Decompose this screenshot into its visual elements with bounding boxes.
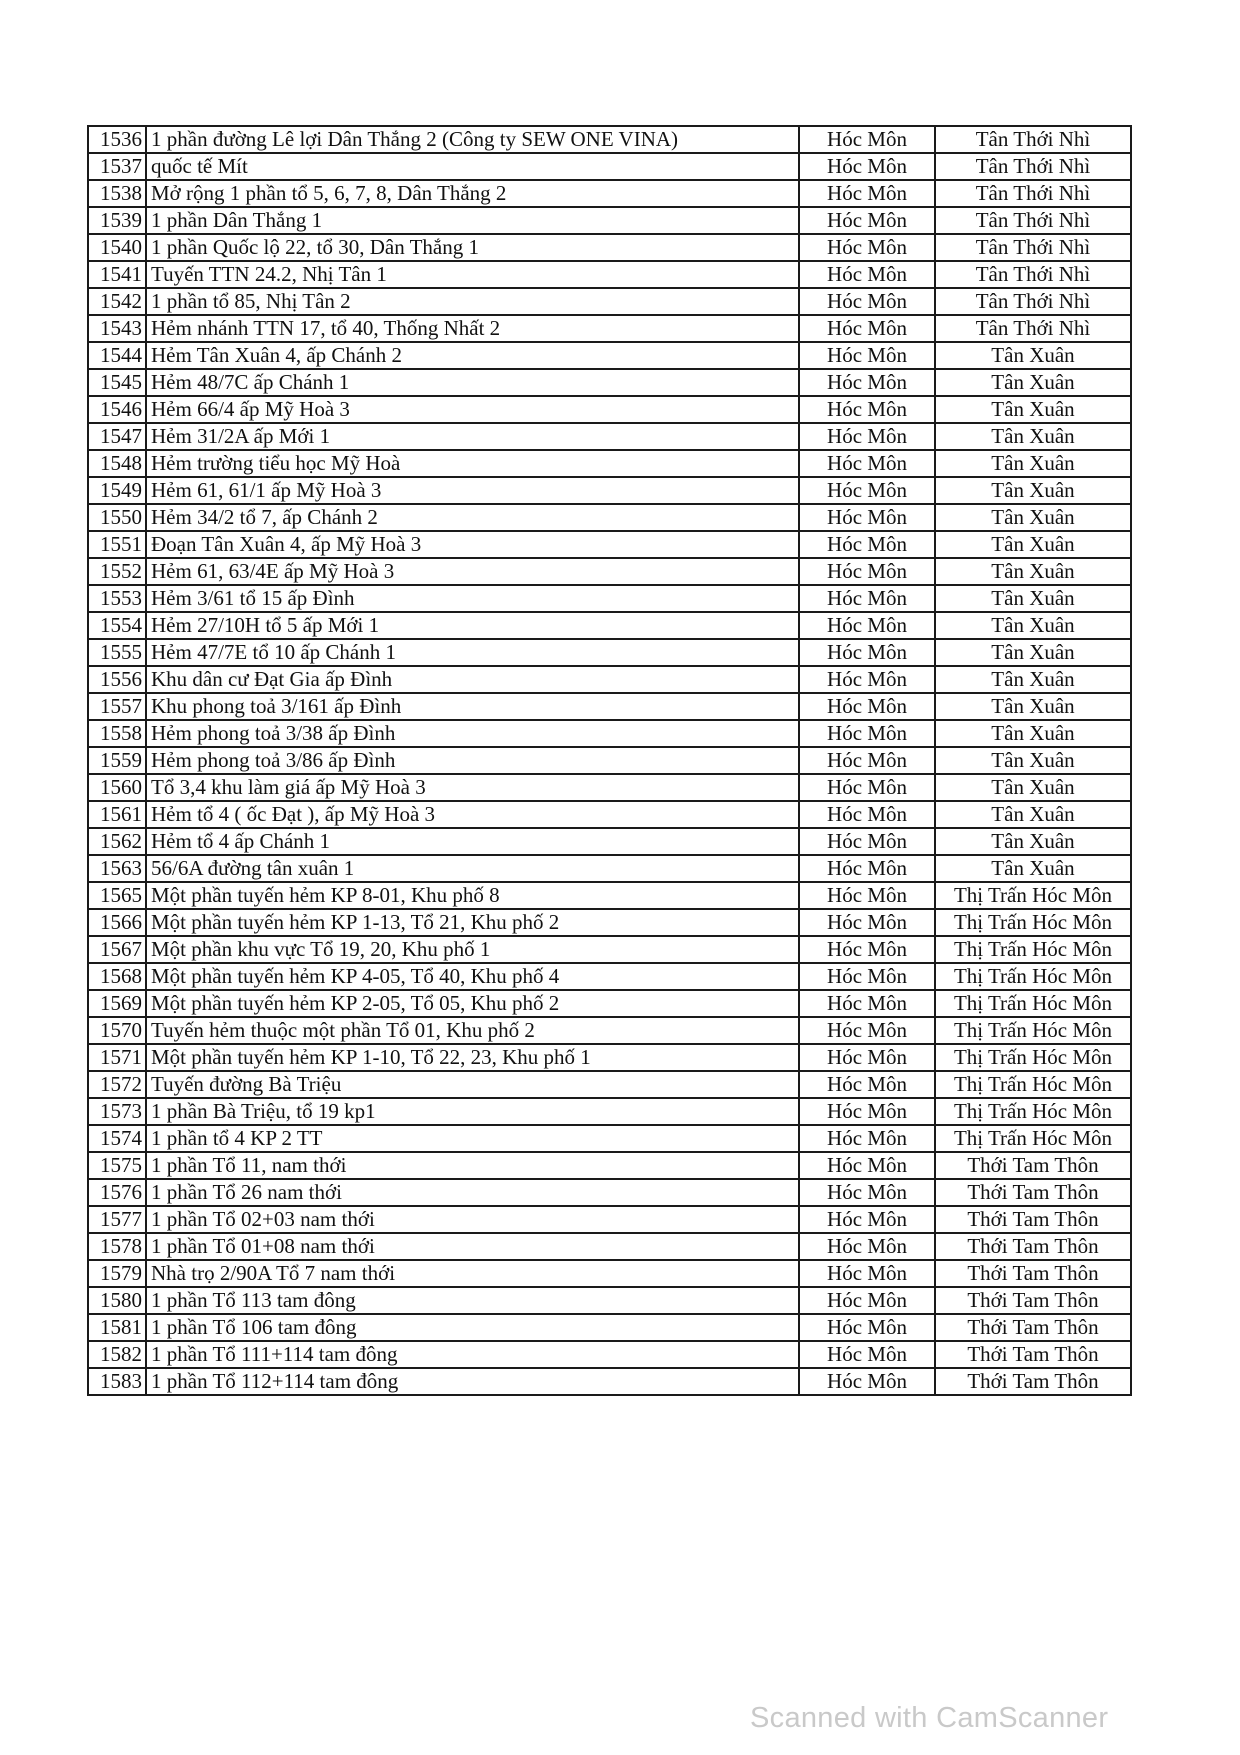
table-row	[88, 1098, 1131, 1125]
row-number-cell: 1575	[88, 1152, 146, 1179]
table-row	[88, 1233, 1131, 1260]
district-cell: Hóc Môn	[799, 1098, 935, 1125]
ward-cell: Thị Trấn Hóc Môn	[935, 936, 1131, 963]
district-cell: Hóc Môn	[799, 1260, 935, 1287]
table-row	[88, 315, 1131, 342]
ward-cell: Tân Thới Nhì	[935, 207, 1131, 234]
row-number-cell: 1550	[88, 504, 146, 531]
area-name-cell: Đoạn Tân Xuân 4, ấp Mỹ Hoà 3	[146, 531, 799, 558]
ward-cell: Thới Tam Thôn	[935, 1341, 1131, 1368]
ward-cell: Thới Tam Thôn	[935, 1179, 1131, 1206]
table-row	[88, 963, 1131, 990]
row-number-cell: 1539	[88, 207, 146, 234]
ward-cell: Thị Trấn Hóc Môn	[935, 909, 1131, 936]
area-name-cell: Hẻm 66/4 ấp Mỹ Hoà 3	[146, 396, 799, 423]
table-row	[88, 909, 1131, 936]
district-cell: Hóc Môn	[799, 639, 935, 666]
row-number-cell: 1581	[88, 1314, 146, 1341]
district-cell: Hóc Môn	[799, 1233, 935, 1260]
row-number-cell: 1583	[88, 1368, 146, 1395]
district-cell: Hóc Môn	[799, 882, 935, 909]
lockdown-area-table	[87, 125, 1132, 1396]
district-cell: Hóc Môn	[799, 396, 935, 423]
ward-cell: Tân Xuân	[935, 558, 1131, 585]
district-cell: Hóc Môn	[799, 909, 935, 936]
table-row	[88, 747, 1131, 774]
ward-cell: Thị Trấn Hóc Môn	[935, 1098, 1131, 1125]
ward-cell: Tân Xuân	[935, 747, 1131, 774]
scanner-watermark: Scanned with CamScanner	[750, 1702, 1109, 1734]
row-number-cell: 1559	[88, 747, 146, 774]
table-row	[88, 585, 1131, 612]
ward-cell: Thới Tam Thôn	[935, 1287, 1131, 1314]
area-name-cell: 1 phần tổ 85, Nhị Tân 2	[146, 288, 799, 315]
area-name-cell: 1 phần Tổ 106 tam đông	[146, 1314, 799, 1341]
row-number-cell: 1554	[88, 612, 146, 639]
area-name-cell: Một phần tuyến hẻm KP 2-05, Tổ 05, Khu phố 2	[146, 990, 799, 1017]
area-name-cell: Nhà trọ 2/90A Tổ 7 nam thới	[146, 1260, 799, 1287]
table-row	[88, 1287, 1131, 1314]
table-row	[88, 1179, 1131, 1206]
row-number-cell: 1551	[88, 531, 146, 558]
district-cell: Hóc Môn	[799, 990, 935, 1017]
ward-cell: Tân Xuân	[935, 855, 1131, 882]
table-row	[88, 720, 1131, 747]
ward-cell: Tân Xuân	[935, 720, 1131, 747]
district-cell: Hóc Môn	[799, 1314, 935, 1341]
table-row	[88, 1206, 1131, 1233]
table-row	[88, 1125, 1131, 1152]
area-name-cell: quốc tế Mít	[146, 153, 799, 180]
district-cell: Hóc Môn	[799, 504, 935, 531]
ward-cell: Tân Thới Nhì	[935, 234, 1131, 261]
area-name-cell: Khu phong toả 3/161 ấp Đình	[146, 693, 799, 720]
row-number-cell: 1565	[88, 882, 146, 909]
row-number-cell: 1556	[88, 666, 146, 693]
area-name-cell: Hẻm 31/2A ấp Mới 1	[146, 423, 799, 450]
table-row	[88, 423, 1131, 450]
row-number-cell: 1582	[88, 1341, 146, 1368]
row-number-cell: 1572	[88, 1071, 146, 1098]
area-name-cell: 1 phần Tổ 02+03 nam thới	[146, 1206, 799, 1233]
district-cell: Hóc Môn	[799, 180, 935, 207]
area-name-cell: 1 phần Dân Thắng 1	[146, 207, 799, 234]
district-cell: Hóc Môn	[799, 1125, 935, 1152]
row-number-cell: 1553	[88, 585, 146, 612]
district-cell: Hóc Môn	[799, 585, 935, 612]
area-name-cell: Một phần tuyến hẻm KP 4-05, Tổ 40, Khu phố 4	[146, 963, 799, 990]
ward-cell: Thị Trấn Hóc Môn	[935, 1125, 1131, 1152]
area-name-cell: Một phần tuyến hẻm KP 1-10, Tổ 22, 23, Khu phố 1	[146, 1044, 799, 1071]
row-number-cell: 1562	[88, 828, 146, 855]
area-name-cell: Hẻm trường tiểu học Mỹ Hoà	[146, 450, 799, 477]
table-row	[88, 828, 1131, 855]
area-name-cell: Một phần khu vực Tổ 19, 20, Khu phố 1	[146, 936, 799, 963]
ward-cell: Tân Xuân	[935, 774, 1131, 801]
table-body	[88, 126, 1131, 1395]
district-cell: Hóc Môn	[799, 477, 935, 504]
district-cell: Hóc Môn	[799, 288, 935, 315]
district-cell: Hóc Môn	[799, 720, 935, 747]
area-name-cell: Hẻm phong toả 3/86 ấp Đình	[146, 747, 799, 774]
table-row	[88, 342, 1131, 369]
district-cell: Hóc Môn	[799, 531, 935, 558]
ward-cell: Tân Xuân	[935, 828, 1131, 855]
ward-cell: Thới Tam Thôn	[935, 1314, 1131, 1341]
row-number-cell: 1541	[88, 261, 146, 288]
district-cell: Hóc Môn	[799, 963, 935, 990]
row-number-cell: 1543	[88, 315, 146, 342]
ward-cell: Thới Tam Thôn	[935, 1233, 1131, 1260]
area-name-cell: Hẻm 61, 63/4E ấp Mỹ Hoà 3	[146, 558, 799, 585]
area-name-cell: Mở rộng 1 phần tổ 5, 6, 7, 8, Dân Thắng 2	[146, 180, 799, 207]
area-name-cell: Hẻm 47/7E tổ 10 ấp Chánh 1	[146, 639, 799, 666]
ward-cell: Tân Xuân	[935, 585, 1131, 612]
table-row	[88, 612, 1131, 639]
row-number-cell: 1548	[88, 450, 146, 477]
ward-cell: Tân Thới Nhì	[935, 126, 1131, 153]
ward-cell: Thới Tam Thôn	[935, 1152, 1131, 1179]
row-number-cell: 1566	[88, 909, 146, 936]
area-name-cell: Hẻm 3/61 tổ 15 ấp Đình	[146, 585, 799, 612]
district-cell: Hóc Môn	[799, 1179, 935, 1206]
ward-cell: Tân Thới Nhì	[935, 288, 1131, 315]
table-row	[88, 774, 1131, 801]
ward-cell: Tân Xuân	[935, 450, 1131, 477]
area-name-cell: Tổ 3,4 khu làm giá ấp Mỹ Hoà 3	[146, 774, 799, 801]
ward-cell: Thới Tam Thôn	[935, 1368, 1131, 1395]
area-name-cell: Hẻm tổ 4 ( ốc Đạt ), ấp Mỹ Hoà 3	[146, 801, 799, 828]
table-row	[88, 531, 1131, 558]
area-name-cell: Một phần tuyến hẻm KP 8-01, Khu phố 8	[146, 882, 799, 909]
area-name-cell: 1 phần Quốc lộ 22, tổ 30, Dân Thắng 1	[146, 234, 799, 261]
row-number-cell: 1573	[88, 1098, 146, 1125]
ward-cell: Tân Xuân	[935, 504, 1131, 531]
table-row	[88, 855, 1131, 882]
district-cell: Hóc Môn	[799, 261, 935, 288]
ward-cell: Thị Trấn Hóc Môn	[935, 963, 1131, 990]
area-name-cell: Tuyến hẻm thuộc một phần Tổ 01, Khu phố 2	[146, 1017, 799, 1044]
table-row	[88, 180, 1131, 207]
district-cell: Hóc Môn	[799, 747, 935, 774]
ward-cell: Tân Xuân	[935, 666, 1131, 693]
area-name-cell: Hẻm Tân Xuân 4, ấp Chánh 2	[146, 342, 799, 369]
row-number-cell: 1567	[88, 936, 146, 963]
district-cell: Hóc Môn	[799, 1152, 935, 1179]
table-row	[88, 882, 1131, 909]
ward-cell: Tân Xuân	[935, 342, 1131, 369]
row-number-cell: 1549	[88, 477, 146, 504]
row-number-cell: 1547	[88, 423, 146, 450]
area-name-cell: 1 phần Tổ 113 tam đông	[146, 1287, 799, 1314]
ward-cell: Tân Xuân	[935, 369, 1131, 396]
ward-cell: Tân Xuân	[935, 477, 1131, 504]
table-row	[88, 558, 1131, 585]
district-cell: Hóc Môn	[799, 369, 935, 396]
table-row	[88, 207, 1131, 234]
table-row	[88, 1341, 1131, 1368]
table-row	[88, 1044, 1131, 1071]
ward-cell: Tân Thới Nhì	[935, 153, 1131, 180]
district-cell: Hóc Môn	[799, 423, 935, 450]
area-name-cell: 1 phần Tổ 11, nam thới	[146, 1152, 799, 1179]
table-row	[88, 666, 1131, 693]
ward-cell: Tân Thới Nhì	[935, 315, 1131, 342]
table-row	[88, 396, 1131, 423]
table-row	[88, 1368, 1131, 1395]
row-number-cell: 1578	[88, 1233, 146, 1260]
row-number-cell: 1561	[88, 801, 146, 828]
row-number-cell: 1557	[88, 693, 146, 720]
ward-cell: Tân Xuân	[935, 639, 1131, 666]
table-row	[88, 1071, 1131, 1098]
district-cell: Hóc Môn	[799, 315, 935, 342]
district-cell: Hóc Môn	[799, 1287, 935, 1314]
table-row	[88, 936, 1131, 963]
district-cell: Hóc Môn	[799, 558, 935, 585]
row-number-cell: 1558	[88, 720, 146, 747]
table-row	[88, 1017, 1131, 1044]
row-number-cell: 1568	[88, 963, 146, 990]
district-cell: Hóc Môn	[799, 450, 935, 477]
row-number-cell: 1579	[88, 1260, 146, 1287]
ward-cell: Thị Trấn Hóc Môn	[935, 990, 1131, 1017]
table-row	[88, 261, 1131, 288]
district-cell: Hóc Môn	[799, 936, 935, 963]
area-name-cell: Hẻm tổ 4 ấp Chánh 1	[146, 828, 799, 855]
row-number-cell: 1570	[88, 1017, 146, 1044]
row-number-cell: 1552	[88, 558, 146, 585]
area-name-cell: 1 phần Tổ 26 nam thới	[146, 1179, 799, 1206]
ward-cell: Thới Tam Thôn	[935, 1260, 1131, 1287]
row-number-cell: 1563	[88, 855, 146, 882]
row-number-cell: 1536	[88, 126, 146, 153]
district-cell: Hóc Môn	[799, 828, 935, 855]
area-name-cell: Hẻm 61, 61/1 ấp Mỹ Hoà 3	[146, 477, 799, 504]
area-name-cell: 56/6A đường tân xuân 1	[146, 855, 799, 882]
district-cell: Hóc Môn	[799, 774, 935, 801]
table-row	[88, 990, 1131, 1017]
ward-cell: Thới Tam Thôn	[935, 1206, 1131, 1233]
ward-cell: Tân Xuân	[935, 531, 1131, 558]
row-number-cell: 1569	[88, 990, 146, 1017]
table-row	[88, 1260, 1131, 1287]
district-cell: Hóc Môn	[799, 1206, 935, 1233]
area-name-cell: 1 phần Tổ 111+114 tam đông	[146, 1341, 799, 1368]
area-name-cell: Hẻm 48/7C ấp Chánh 1	[146, 369, 799, 396]
area-name-cell: Tuyến TTN 24.2, Nhị Tân 1	[146, 261, 799, 288]
row-number-cell: 1574	[88, 1125, 146, 1152]
area-name-cell: Tuyến đường Bà Triệu	[146, 1071, 799, 1098]
row-number-cell: 1580	[88, 1287, 146, 1314]
row-number-cell: 1577	[88, 1206, 146, 1233]
district-cell: Hóc Môn	[799, 1368, 935, 1395]
district-cell: Hóc Môn	[799, 126, 935, 153]
table-row	[88, 693, 1131, 720]
ward-cell: Tân Xuân	[935, 612, 1131, 639]
table-row	[88, 450, 1131, 477]
table-row	[88, 234, 1131, 261]
row-number-cell: 1537	[88, 153, 146, 180]
district-cell: Hóc Môn	[799, 342, 935, 369]
district-cell: Hóc Môn	[799, 1044, 935, 1071]
district-cell: Hóc Môn	[799, 693, 935, 720]
ward-cell: Tân Thới Nhì	[935, 261, 1131, 288]
district-cell: Hóc Môn	[799, 1071, 935, 1098]
table-row	[88, 1314, 1131, 1341]
row-number-cell: 1555	[88, 639, 146, 666]
row-number-cell: 1576	[88, 1179, 146, 1206]
table-row	[88, 126, 1131, 153]
ward-cell: Tân Thới Nhì	[935, 180, 1131, 207]
row-number-cell: 1571	[88, 1044, 146, 1071]
area-name-cell: Khu dân cư Đạt Gia ấp Đình	[146, 666, 799, 693]
district-cell: Hóc Môn	[799, 153, 935, 180]
table-row	[88, 477, 1131, 504]
area-name-cell: Hẻm 34/2 tổ 7, ấp Chánh 2	[146, 504, 799, 531]
ward-cell: Thị Trấn Hóc Môn	[935, 1017, 1131, 1044]
district-cell: Hóc Môn	[799, 855, 935, 882]
area-name-cell: 1 phần Tổ 112+114 tam đông	[146, 1368, 799, 1395]
area-name-cell: Hẻm nhánh TTN 17, tổ 40, Thống Nhất 2	[146, 315, 799, 342]
area-name-cell: 1 phần Bà Triệu, tổ 19 kp1	[146, 1098, 799, 1125]
row-number-cell: 1560	[88, 774, 146, 801]
row-number-cell: 1538	[88, 180, 146, 207]
row-number-cell: 1540	[88, 234, 146, 261]
table-row	[88, 288, 1131, 315]
area-name-cell: Một phần tuyến hẻm KP 1-13, Tổ 21, Khu phố 2	[146, 909, 799, 936]
ward-cell: Tân Xuân	[935, 693, 1131, 720]
ward-cell: Tân Xuân	[935, 396, 1131, 423]
district-cell: Hóc Môn	[799, 666, 935, 693]
area-name-cell: Hẻm phong toả 3/38 ấp Đình	[146, 720, 799, 747]
area-name-cell: 1 phần Tổ 01+08 nam thới	[146, 1233, 799, 1260]
row-number-cell: 1544	[88, 342, 146, 369]
district-cell: Hóc Môn	[799, 612, 935, 639]
ward-cell: Tân Xuân	[935, 801, 1131, 828]
table-row	[88, 369, 1131, 396]
ward-cell: Thị Trấn Hóc Môn	[935, 1044, 1131, 1071]
table-row	[88, 153, 1131, 180]
district-cell: Hóc Môn	[799, 1341, 935, 1368]
row-number-cell: 1542	[88, 288, 146, 315]
ward-cell: Thị Trấn Hóc Môn	[935, 1071, 1131, 1098]
district-cell: Hóc Môn	[799, 207, 935, 234]
area-name-cell: Hẻm 27/10H tổ 5 ấp Mới 1	[146, 612, 799, 639]
area-name-cell: 1 phần đường Lê lợi Dân Thắng 2 (Công ty SEW ONE VINA)	[146, 126, 799, 153]
row-number-cell: 1546	[88, 396, 146, 423]
row-number-cell: 1545	[88, 369, 146, 396]
table-row	[88, 801, 1131, 828]
table-row	[88, 1152, 1131, 1179]
area-name-cell: 1 phần tổ 4 KP 2 TT	[146, 1125, 799, 1152]
district-cell: Hóc Môn	[799, 1017, 935, 1044]
ward-cell: Tân Xuân	[935, 423, 1131, 450]
table-row	[88, 639, 1131, 666]
district-cell: Hóc Môn	[799, 801, 935, 828]
table-row	[88, 504, 1131, 531]
ward-cell: Thị Trấn Hóc Môn	[935, 882, 1131, 909]
district-cell: Hóc Môn	[799, 234, 935, 261]
